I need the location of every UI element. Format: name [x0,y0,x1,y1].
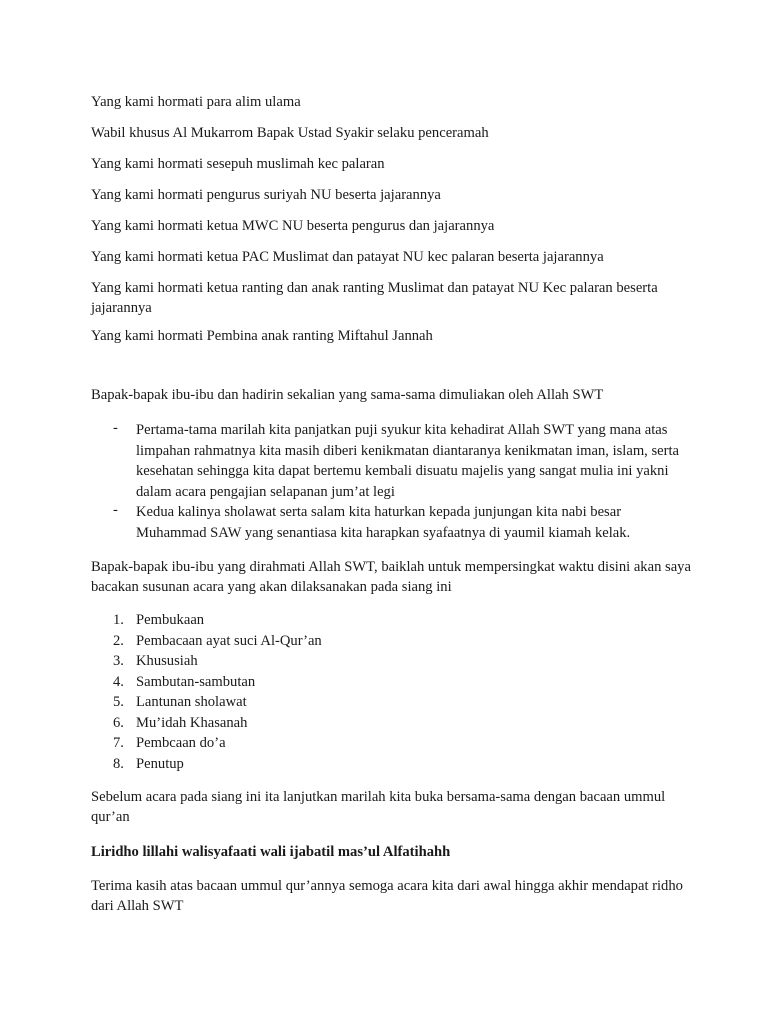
greeting-line: Yang kami hormati ketua ranting dan anak ranting Muslimat dan patayat NU Kec palaran beserta jajarannya [91,280,658,316]
greeting-line: Yang kami hormati Pembina anak ranting Miftahul Jannah [91,328,433,344]
agenda-item [113,733,322,754]
closing-text: Terima kasih atas bacaan ummul qur’annya semoga acara kita dari awal hingga akhir mendapat ridho dari Allah SWT [91,878,683,914]
agenda-number: 7. [113,735,124,751]
agenda-label: Khususiah [136,653,198,669]
agenda-label: Mu’idah Khasanah [136,714,248,731]
agenda-item [113,754,322,775]
agenda-item [113,651,322,672]
agenda-item [113,713,322,734]
greeting-line: Yang kami hormati ketua PAC Muslimat dan patayat NU kec palaran beserta jajarannya [91,249,604,265]
agenda-item [113,692,322,713]
agenda-number: 1. [113,612,124,628]
greeting-line: Yang kami hormati para alim ulama [91,94,301,110]
agenda-label: Pembukaan [136,612,205,628]
agenda-label: Pembacaan ayat suci Al-Qur’an [136,632,322,649]
dash-item-text: Kedua kalinya sholawat serta salam kita haturkan kepada junjungan kita nabi besar Muhammad SAW yang senantiasa kita harapkan syafaatnya di yaumil kiamah kelak. [136,504,631,541]
agenda-label: Pembcaan do’a [136,735,226,751]
agenda-number: 6. [113,714,124,731]
agenda-item [113,610,322,631]
agenda-item [113,631,322,652]
dash-marker: - [113,420,118,436]
agenda-intro: Bapak-bapak ibu-ibu yang dirahmati Allah SWT, baiklah untuk mempersingkat waktu disini akan saya bacakan susunan acara yang akan dilaksanakan pada siang ini [91,559,691,595]
greeting-line: Yang kami hormati sesepuh muslimah kec palaran [91,156,385,172]
agenda-item [113,672,322,693]
opening-address: Bapak-bapak ibu-ibu dan hadirin sekalian yang sama-sama dimuliakan oleh Allah SWT [91,387,604,403]
greeting-line: Wabil khusus Al Mukarrom Bapak Ustad Syakir selaku penceramah [91,125,489,141]
greeting-line: Yang kami hormati ketua MWC NU beserta pengurus dan jajarannya [91,218,495,234]
agenda-number: 3. [113,653,124,669]
agenda-list [113,610,322,774]
agenda-label: Sambutan-sambutan [136,673,256,690]
dash-marker: - [113,502,118,518]
agenda-number: 5. [113,694,124,710]
greeting-line: Yang kami hormati pengurus suriyah NU beserta jajarannya [91,187,441,203]
agenda-number: 8. [113,755,124,772]
agenda-label: Penutup [136,755,184,772]
agenda-number: 2. [113,632,124,649]
fatihah-line: Liridho lillahi walisyafaati wali ijabatil mas’ul Alfatihahh [91,844,451,860]
dash-list-item [113,420,693,502]
dash-item-text: Pertama-tama marilah kita panjatkan puji syukur kita kehadirat Allah SWT yang mana atas limpahan rahmatnya kita masih diberi kenikmatan diantaranya kenikmatan iman, islam, serta kesehatan sehingga kita dapat bertemu kembali disuatu majelis yang sangat mulia ini yakni dalam acara pengajian selapanan jum’at legi [136,422,680,500]
before-event-text: Sebelum acara pada siang ini ita lanjutkan marilah kita buka bersama-sama dengan bacaan ummul qur’an [91,789,666,825]
dash-list-item [113,502,693,543]
agenda-label: Lantunan sholawat [136,694,247,710]
agenda-number: 4. [113,673,124,690]
